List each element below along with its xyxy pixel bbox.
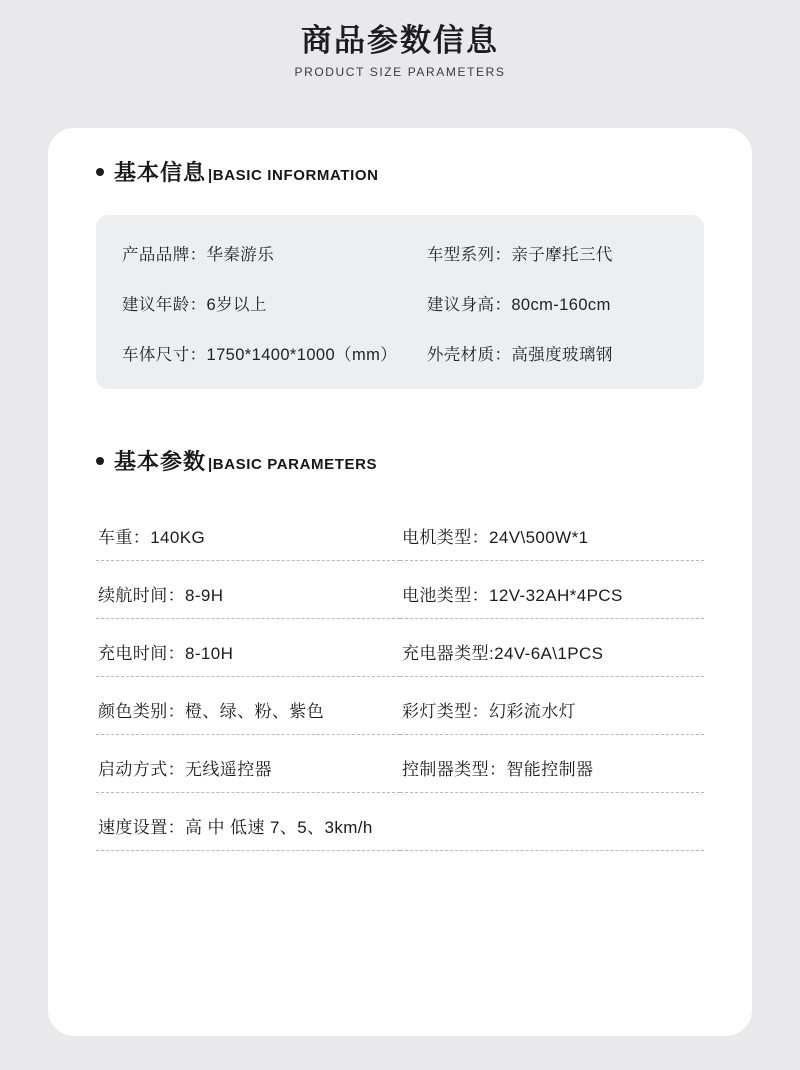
basic-information-box [96,215,704,389]
info-height: 建议身高：80cm-160cm [426,296,611,314]
param-motor-type: 电机类型：24V\500W*1 [400,514,704,561]
info-age: 建议年龄：6岁以上 [122,296,267,314]
param-row [96,514,704,561]
param-row [96,677,704,735]
section-title-en: |BASIC INFORMATION [208,167,379,184]
section-heading-basic-parameters [96,445,722,476]
section-heading-basic-information [96,156,722,187]
info-series: 车型系列：亲子摩托三代 [426,246,613,264]
page-header [0,0,800,79]
page-title: 商品参数信息 [301,23,499,58]
param-battery-type: 电池类型：12V-32AH*4PCS [400,561,704,619]
param-color-options: 颜色类别：橙、绿、粉、紫色 [96,677,400,735]
section-title-cn: 基本信息 [114,160,207,185]
section-title-cn: 基本参数 [114,449,207,474]
param-light-type: 彩灯类型：幻彩流水灯 [400,677,704,735]
info-row [122,341,678,365]
param-row [96,619,704,677]
bullet-icon [96,168,104,176]
param-weight: 车重：140KG [96,514,400,561]
section-title-en: |BASIC PARAMETERS [208,456,378,473]
param-row [96,793,704,851]
info-brand: 产品品牌：华秦游乐 [122,246,275,264]
basic-parameters-list [96,514,704,851]
bullet-icon [96,457,104,465]
page-subtitle: PRODUCT SIZE PARAMETERS [294,64,506,79]
param-endurance-time: 续航时间：8-9H [96,561,400,619]
parameters-card [48,128,752,1036]
param-charger-type: 充电器类型:24V-6A\1PCS [400,619,704,677]
param-empty [400,793,704,851]
param-controller-type: 控制器类型：智能控制器 [400,735,704,793]
info-dimensions: 车体尺寸：1750*1400*1000（mm） [122,346,398,364]
param-speed-settings: 速度设置：高 中 低速 7、5、3km/h [96,793,400,851]
param-row [96,561,704,619]
info-row [122,291,678,315]
param-row [96,735,704,793]
info-shell-material: 外壳材质：高强度玻璃钢 [426,346,613,364]
param-start-method: 启动方式：无线遥控器 [96,735,400,793]
param-charge-time: 充电时间：8-10H [96,619,400,677]
info-row [122,241,678,265]
